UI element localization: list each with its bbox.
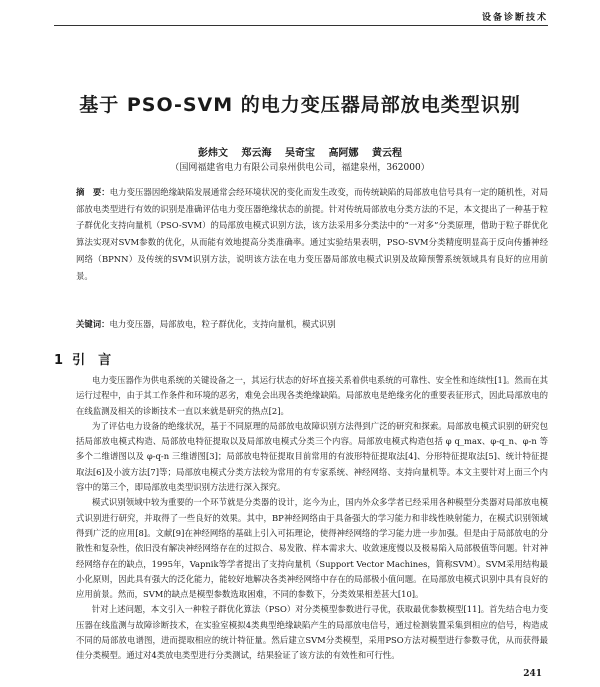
paragraph: 电力变压器作为供电系统的关键设备之一，其运行状态的好坏直接关系着供电系统的可靠性、安全性和连续性[1]。然而在其运行过程中，由于其工作条件和环境的恶劣，难免会出现各类绝缘缺陷。局部放电是绝缘劣化的重要表征形式，因此局部放电的在线监测及相关的诊断技术一直以来就是研究的热点[2]。 — [76, 375, 548, 416]
paper-authors: 彭炜文 郑云海 吴奇宝 高阿娜 黄云程 — [198, 148, 402, 159]
header-rule — [54, 25, 548, 26]
section-heading — [54, 349, 111, 368]
body-text — [76, 373, 548, 664]
keywords-label: 关键词： — [76, 319, 110, 329]
section-title: 引 言 — [72, 353, 112, 368]
journal-section-header: 设备诊断技术 — [481, 13, 548, 23]
keywords — [76, 318, 548, 330]
section-number: 1 — [54, 353, 64, 368]
page-number: 241 — [523, 669, 542, 679]
paragraph: 模式识别领域中较为重要的一个环节就是分类器的设计，迄今为止，国内外众多学者已经采用各种模型分类器对局部放电模式识别进行研究，并取得了一些良好的效果。其中，BP神经网络由于具备强大的学习能力和非线性映射能力，在模式识别领域得到广泛的应用[8]。文献[9]在神经网络的基础上引入可拓理论，使得神经网络的学习能力进一步加强。但是由于局部放电的分散性和复杂性，依旧没有解决神经网络存在的过拟合、易发散、样本需求大、收敛速度慢以及极易陷入局部极值等问题。针对神经网络存在的缺点，1995年，Vapnik等学者提出了支持向量机（Support Vector Machines，简称SVM）。SVM采用结构最小化原则，因此具有强大的泛化能力，能较好地解决各类神经网络中存在的局部极小值问题。在局部放电模式识别中具有良好的应用前景。然而，SVM的缺点是模型参数选取困难，不同的参数下，分类效果相差甚大[10]。 — [76, 497, 548, 600]
abstract — [76, 184, 548, 284]
keywords-text: 电力变压器，局部放电，粒子群优化，支持向量机，模式识别 — [109, 319, 336, 329]
paper-title: 基于 PSO-SVM 的电力变压器局部放电类型识别 — [79, 94, 521, 116]
abstract-text: 电力变压器因绝缘缺陷发展通常会经环境状况的变化而发生改变，而传统缺陷的局部放电信号具有一定的随机性，对局部放电类型进行有效的识别是准确评估电力变压器绝缘状态的前提。针对传统局部放电分类方法的不足，本文提出了一种基于粒子群优化支持向量机（PSO-SVM）的局部放电模式识别方法，该方法采用多分类法中的“一对多”分类原理，借助于粒子群优化算法实现对SVM参数的优化，从而能有效地提高分类准确率。通过实验结果表明，PSO-SVM分类精度明显高于反向传播神经网络（BPNN）及传统的SVM识别方法，说明该方法在电力变压器局部放电模式识别及故障预警系统领域具有良好的应用前景。 — [76, 187, 548, 281]
paragraph: 针对上述问题，本文引入一种粒子群优化算法（PSO）对分类模型参数进行寻优，获取最优参数模型[11]。首先结合电力变压器在线监测与故障诊断技术，在实验室模拟4类典型绝缘缺陷产生的局部放电信号，通过检测装置采集到相应的信号，构造成不同的局部放电谱图，进而提取相应的统计特征量。然后建立SVM分类模型，采用PSO方法对模型进行参数寻优，从而获得最佳分类模型。通过对4类放电类型进行分类测试，结果验证了该方法的有效性和可行性。 — [76, 604, 548, 661]
paragraph: 为了评估电力设备的绝缘状况，基于不同原理的局部放电故障识别方法得到广泛的研究和探索。局部放电模式识别的研究包括局部放电模式构造、局部放电特征提取以及局部放电模式分类三个内容。局部放电模式构造包括 φ q_max、φ-q_n、φ-n 等多个二维谱图以及 φ-q-n 三维谱图[3]；局部放电特征提取目前常用的有波形特征提取法[4]、分形特征提取法[5]、统计特征提取法[6]及小波方法[7]等；局部放电模式分类方法较为常用的有专家系统、神经网络、支持向量机等。本文主要针对上面三个内容中的第三个，即局部放电类型识别方法进行深入探究。 — [76, 420, 548, 493]
abstract-label: 摘 要： — [76, 187, 110, 197]
paper-affiliation: （国网福建省电力有限公司泉州供电公司，福建泉州，362000） — [170, 163, 430, 173]
